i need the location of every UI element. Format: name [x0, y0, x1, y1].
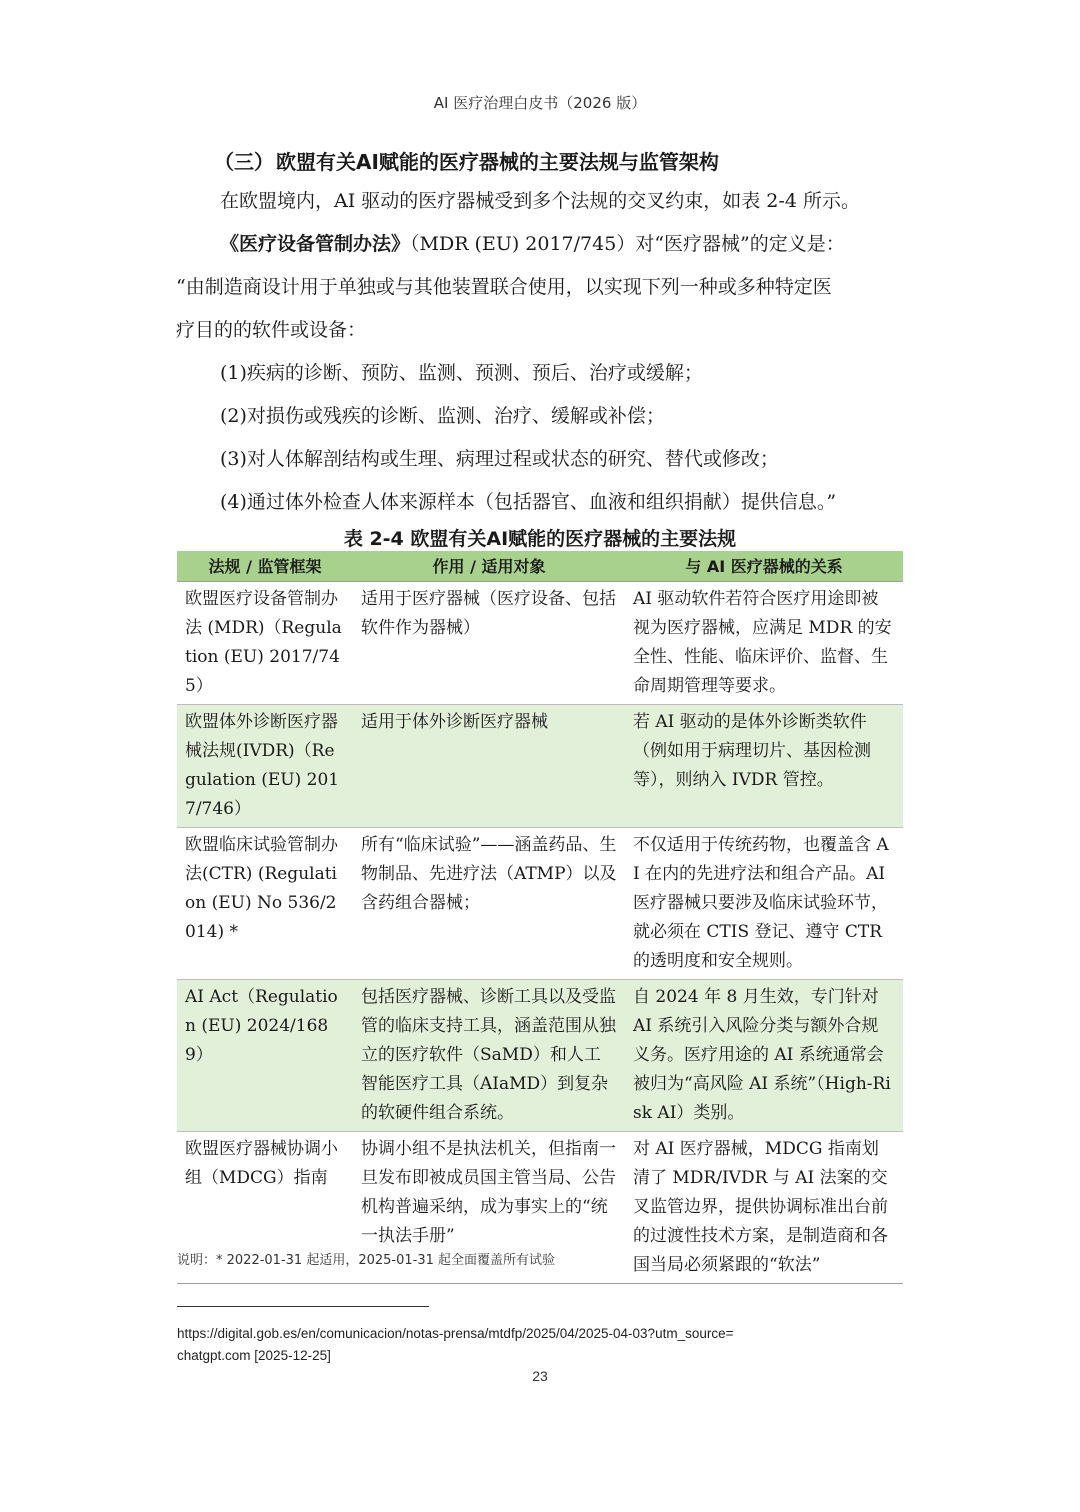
cell-scope: 适用于医疗器械（医疗设备、包括软件作为器械） — [353, 582, 625, 705]
definition-line-2: 疗目的的软件或设备： — [176, 319, 367, 341]
table-row — [177, 828, 903, 980]
cell-relation: 若 AI 驱动的是体外诊断类软件（例如用于病理切片、基因检测等），则纳入 IVDR 管控。 — [625, 705, 903, 828]
cell-framework: 欧盟医疗设备管制办法 (MDR)（Regulation (EU) 2017/745） — [177, 582, 353, 705]
table-header-row — [177, 551, 903, 582]
table-row — [177, 980, 903, 1132]
section-heading — [214, 146, 719, 175]
header-scope: 作用 / 适用对象 — [353, 551, 625, 582]
table-row — [177, 582, 903, 705]
cell-framework: 欧盟临床试验管制办法(CTR) (Regulation (EU) No 536/2014) * — [177, 828, 353, 980]
header-framework: 法规 / 监管框架 — [177, 551, 353, 582]
cell-scope: 协调小组不是执法机关，但指南一旦发布即被成员国主管当局、公告机构普遍采纳，成为事实上的“统一执法手册” — [353, 1132, 625, 1284]
cell-framework: 欧盟体外诊断医疗器械法规(IVDR)（Regulation (EU) 2017/746） — [177, 705, 353, 828]
table-note: 说明：* 2022-01-31 起适用，2025-01-31 起全面覆盖所有试验 — [177, 1253, 555, 1268]
footnote-divider — [177, 1306, 429, 1307]
section-title: 欧盟有关AI赋能的医疗器械的主要法规与监管架构 — [276, 150, 719, 174]
table-row — [177, 705, 903, 828]
regulations-table — [177, 551, 903, 1284]
page-number: 23 — [532, 1368, 548, 1384]
definition-line-1: “由制造商设计用于单独或与其他装置联合使用，以实现下列一种或多种特定医 — [176, 276, 832, 298]
cell-relation: 自 2024 年 8 月生效，专门针对 AI 系统引入风险分类与额外合规义务。医疗用途的 AI 系统通常会被归为“高风险 AI 系统”（High-Risk AI）类别。 — [625, 980, 903, 1132]
regulation-name: 《医疗设备管制办法》 — [220, 233, 411, 255]
running-header: AI 医疗治理白皮书（2026 版） — [433, 94, 647, 112]
cell-scope: 适用于体外诊断医疗器械 — [353, 705, 625, 828]
definition-item-4: (4)通过体外检查人体来源样本（包括器官、血液和组织捐献）提供信息。” — [220, 491, 837, 513]
cell-relation: 对 AI 医疗器械，MDCG 指南划清了 MDR/IVDR 与 AI 法案的交叉监管边界，提供协调标准出台前的过渡性技术方案，是制造商和各国当局必须紧跟的“软法” — [625, 1132, 903, 1284]
cell-framework: AI Act（Regulation (EU) 2024/1689） — [177, 980, 353, 1132]
header-relation: 与 AI 医疗器械的关系 — [625, 551, 903, 582]
cell-relation: 不仅适用于传统药物，也覆盖含 AI 在内的先进疗法和组合产品。AI 医疗器械只要涉及临床试验环节，就必须在 CTIS 登记、遵守 CTR 的透明度和安全规则。 — [625, 828, 903, 980]
section-number: （三） — [214, 150, 274, 174]
cell-relation: AI 驱动软件若符合医疗用途即被视为医疗器械，应满足 MDR 的安全性、性能、临床评价、监督、生命周期管理等要求。 — [625, 582, 903, 705]
definition-item-2: (2)对损伤或残疾的诊断、监测、治疗、缓解或补偿； — [220, 405, 665, 427]
cell-scope: 所有“临床试验”——涵盖药品、生物制品、先进疗法（ATMP）以及含药组合器械； — [353, 828, 625, 980]
intro-paragraph: 在欧盟境内，AI 驱动的医疗器械受到多个法规的交叉约束，如表 2-4 所示。 — [220, 190, 860, 212]
cell-scope: 包括医疗器械、诊断工具以及受监管的临床支持工具，涵盖范围从独立的医疗软件（SaMD）和人工智能医疗工具（AIaMD）到复杂的软硬件组合系统。 — [353, 980, 625, 1132]
table-caption: 表 2-4 欧盟有关AI赋能的医疗器械的主要法规 — [343, 528, 737, 550]
footnote-url[interactable]: https://digital.gob.es/en/comunicacion/notas-prensa/mtdfp/2025/04/2025-04-03?utm_source=chatgpt.com [2025-12-25] — [177, 1326, 734, 1363]
cell-framework: 欧盟医疗器械协调小组（MDCG）指南 — [177, 1132, 353, 1284]
definition-item-1: (1)疾病的诊断、预防、监测、预测、预后、治疗或缓解； — [220, 362, 703, 384]
definition-intro: （MDR (EU) 2017/745）对“医疗器械”的定义是： — [410, 233, 845, 255]
definition-item-3: (3)对人体解剖结构或生理、病理过程或状态的研究、替代或修改； — [220, 448, 779, 470]
definition-lead — [220, 223, 950, 265]
